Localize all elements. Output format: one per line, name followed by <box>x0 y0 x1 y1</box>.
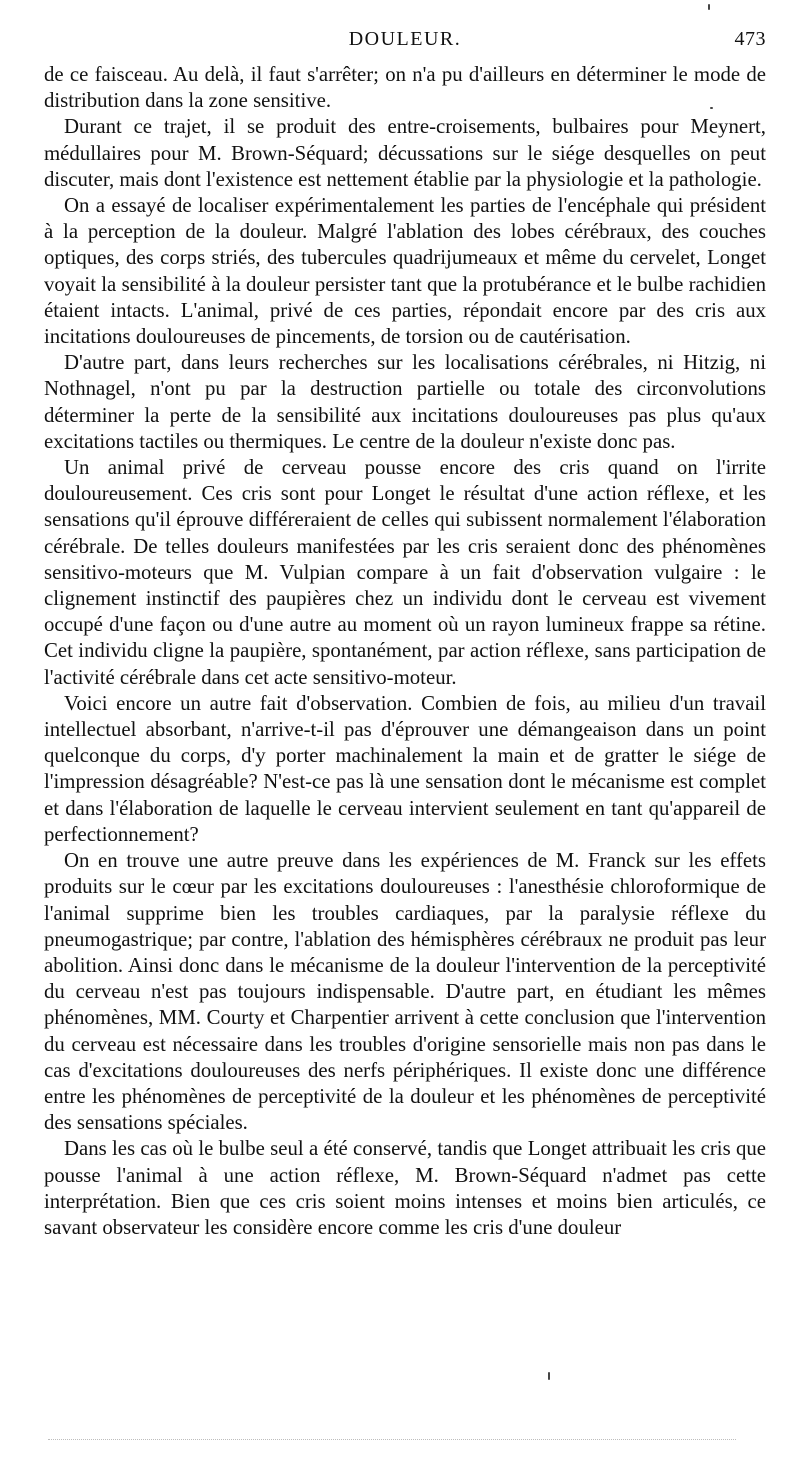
page-number: 473 <box>734 28 766 50</box>
bottom-dotted-rule <box>48 1439 736 1440</box>
book-page <box>44 28 766 1448</box>
paragraph-3: On a essayé de localiser expérimentalement les parties de l'encéphale qui président à la perception de la douleur. Malgré l'ablation des lobes cérébraux, des couches optiques, des corps striés, des tubercules quadrijumeaux et même du cervelet, Longet voyait la sensibilité à la douleur persister tant que la protubérance et le bulbe rachidien étaient intacts. L'animal, privé de ces parties, répondait encore par des cris aux incitations douloureuses de pincements, de torsion ou de cautérisation. <box>44 194 766 349</box>
page-body <box>44 62 766 1241</box>
print-speck <box>708 4 710 10</box>
print-speck <box>548 1372 550 1380</box>
paragraph-8: Dans les cas où le bulbe seul a été conservé, tandis que Longet attribuait les cris que pousse l'animal à une action réflexe, M. Brown-Séquard n'admet pas cette interprétation. Bien que ces cris soient moins intenses et moins bien articulés, ce savant observateur les considère encore comme les cris d'une douleur <box>44 1137 766 1239</box>
paragraph-7: On en trouve une autre preuve dans les expériences de M. Franck sur les effets produits sur le cœur par les excitations douloureuses : l'anesthésie chloroformique de l'animal supprime bien les troubles cardiaques, par la paralysie réflexe du pneumogastrique; par contre, l'ablation des hémisphères cérébraux ne produit pas leur abolition. Ainsi donc dans le mécanisme de la douleur l'intervention de la perceptivité du cerveau n'est pas toujours indispensable. D'autre part, en étudiant les mêmes phénomènes, MM. Courty et Charpentier arrivent à cette conclusion que l'intervention du cerveau est nécessaire dans les troubles d'origine sensorielle mais non pas dans le cas d'excitations douloureuses des nerfs périphériques. Il existe donc une différence entre les phénomènes de perceptivité de la douleur et les phénomènes de perceptivité des sensations spéciales. <box>44 849 766 1135</box>
running-title: DOULEUR. <box>348 28 462 50</box>
print-speck <box>710 107 713 109</box>
paragraph-4: D'autre part, dans leurs recherches sur les localisations cérébrales, ni Hitzig, ni Nothnagel, n'ont pu par la destruction partielle ou totale des circonvolutions déterminer la perte de la sensibilité aux incitations douloureuses pas plus qu'aux excitations tactiles ou thermiques. Le centre de la douleur n'existe donc pas. <box>44 351 766 453</box>
paragraph-5: Un animal privé de cerveau pousse encore des cris quand on l'irrite douloureusement. Ces cris sont pour Longet le résultat d'une action réflexe, et les sensations qu'il éprouve différeraient de celles qui subissent normalement l'élaboration cérébrale. De telles douleurs manifestées par les cris seraient donc des phénomènes sensitivo-moteurs que M. Vulpian compare à un fait d'observation vulgaire : le clignement instinctif des paupières chez un individu dont le cerveau est vivement occupé d'une façon ou d'une autre au moment où un rayon lumineux frappe sa rétine. Cet individu cligne la paupière, spontanément, par action réflexe, sans participation de l'activité cérébrale dans cet acte sensitivo-moteur. <box>44 456 766 689</box>
running-header <box>44 28 766 56</box>
paragraph-1: de ce faisceau. Au delà, il faut s'arrêter; on n'a pu d'ailleurs en déterminer le mode de distribution dans la zone sensitive. <box>44 63 766 113</box>
paragraph-2: Durant ce trajet, il se produit des entre-croisements, bulbaires pour Meynert, médullaires pour M. Brown-Séquard; décussations sur le siége desquelles on peut discuter, mais dont l'existence est nettement établie par la physiologie et la pathologie. <box>44 115 766 191</box>
paragraph-6: Voici encore un autre fait d'observation. Combien de fois, au milieu d'un travail intellectuel absorbant, n'arrive-t-il pas d'éprouver une démangeaison dans un point quelconque du corps, d'y porter machinalement la main et de gratter le siége de l'impression désagréable? N'est-ce pas là une sensation dont le mécanisme est complet et dans l'élaboration de laquelle le cerveau intervient seulement en tant qu'appareil de perfectionnement? <box>44 691 766 846</box>
